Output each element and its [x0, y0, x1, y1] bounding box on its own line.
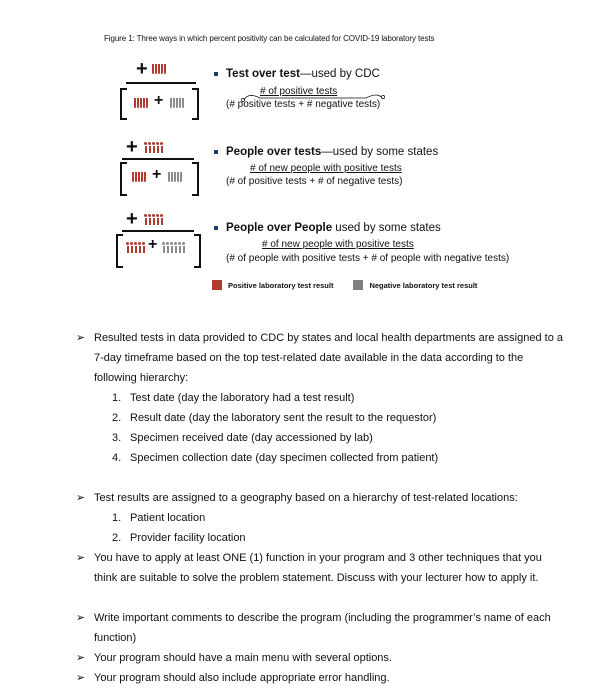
denominator-text: (# of people with positive tests + # of people with negative tests) [226, 253, 510, 264]
denominator-text: (# positive tests + # negative tests) [226, 99, 381, 110]
bullet-icon [214, 150, 218, 154]
figure-row-test-over-test [112, 58, 572, 122]
plus-icon: + [136, 58, 148, 80]
list-item [78, 648, 568, 668]
fraction-bar [122, 158, 194, 160]
sub-list-item: 2. Provider facility location [112, 532, 246, 544]
figure-row-people-over-tests [112, 136, 572, 200]
positive-people-icon [144, 142, 163, 153]
arrow-bullet-icon: ➢ [76, 652, 86, 664]
numerator-text: # of new people with positive tests [262, 239, 414, 250]
negative-people-icon [162, 242, 185, 253]
list-item-text: Test results are assigned to a geography based on a hierarchy of test-related locations: [94, 492, 518, 504]
arrow-bullet-icon: ➢ [76, 332, 86, 344]
list-item [78, 668, 568, 688]
right-bracket-icon [192, 162, 199, 196]
list-item-text: Your program should also include appropriate error handling. [94, 672, 390, 684]
positive-tubes-icon [152, 64, 166, 74]
right-bracket-icon [194, 234, 201, 268]
sub-list-item: 1. Patient location [112, 512, 206, 524]
list-item [78, 608, 568, 648]
negative-tubes-icon [170, 98, 184, 108]
bullet-icon [214, 226, 218, 230]
left-bracket-icon [120, 162, 127, 196]
list-item [78, 328, 568, 388]
list-item-text: Your program should have a main menu with several options. [94, 652, 392, 664]
list-item [78, 488, 568, 508]
sub-list-item: 2. Result date (day the laboratory sent the result to the requestor) [112, 412, 437, 424]
arrow-bullet-icon: ➢ [76, 492, 86, 504]
fraction-bar [126, 82, 196, 84]
bullet-icon [214, 72, 218, 76]
sub-list-item: 4. Specimen collection date (day specimen collected from patient) [112, 452, 439, 464]
plus-icon: + [148, 236, 158, 253]
fraction-bar [122, 230, 194, 232]
negative-legend-swatch [353, 280, 363, 290]
left-bracket-icon [120, 88, 127, 120]
definition-title: People over People used by some states [226, 222, 441, 234]
plus-icon: + [152, 166, 162, 183]
left-bracket-icon [116, 234, 123, 268]
arrow-bullet-icon: ➢ [76, 612, 86, 624]
list-item-text: Resulted tests in data provided to CDC by states and local health departments are assigned to a 7-day timeframe based on the top test-related date available in the data according to the following hierarchy: [94, 332, 563, 384]
arrow-bullet-icon: ➢ [76, 552, 86, 564]
people-over-tubes-fraction-icon [112, 136, 204, 200]
denominator-text: (# of positive tests + # of negative tests) [226, 176, 403, 187]
figure-legend [212, 280, 477, 290]
sub-list-item: 1. Test date (day the laboratory had a test result) [112, 392, 355, 404]
positive-tubes-icon [134, 98, 148, 108]
numerator-text: # of new people with positive tests [250, 163, 402, 174]
plus-icon: + [126, 136, 138, 158]
positive-legend-swatch [212, 280, 222, 290]
plus-icon: + [154, 92, 164, 109]
figure-row-people-over-people [112, 208, 572, 272]
positive-legend-label: Positive laboratory test result [228, 280, 334, 290]
plus-icon: + [126, 208, 138, 230]
list-item-text: You have to apply at least ONE (1) function in your program and 3 other techniques that you think are suitable to solve the problem statement. Discuss with your lecturer how to apply it. [94, 552, 542, 584]
definition-title: People over tests—used by some states [226, 146, 439, 158]
positive-people-icon [144, 214, 163, 225]
numerator-text: # of positive tests [260, 86, 338, 97]
sub-list-item: 3. Specimen received date (day accessioned by lab) [112, 432, 373, 444]
negative-legend-label: Negative laboratory test result [369, 280, 478, 290]
people-fraction-icon [112, 208, 204, 272]
list-item-text: Write important comments to describe the program (including the programmer’s name of each function) [94, 612, 551, 644]
arrow-bullet-icon: ➢ [76, 672, 86, 684]
figure-title: Figure 1: Three ways in which percent positivity can be calculated for COVID-19 laboratory tests [104, 34, 435, 43]
right-bracket-icon [192, 88, 199, 120]
definition-title: Test over test—used by CDC [226, 68, 380, 80]
list-item [78, 548, 568, 608]
positive-people-icon [126, 242, 145, 253]
negative-tubes-icon [168, 172, 182, 182]
positive-tubes-icon [132, 172, 146, 182]
test-tube-fraction-icon [112, 58, 204, 122]
